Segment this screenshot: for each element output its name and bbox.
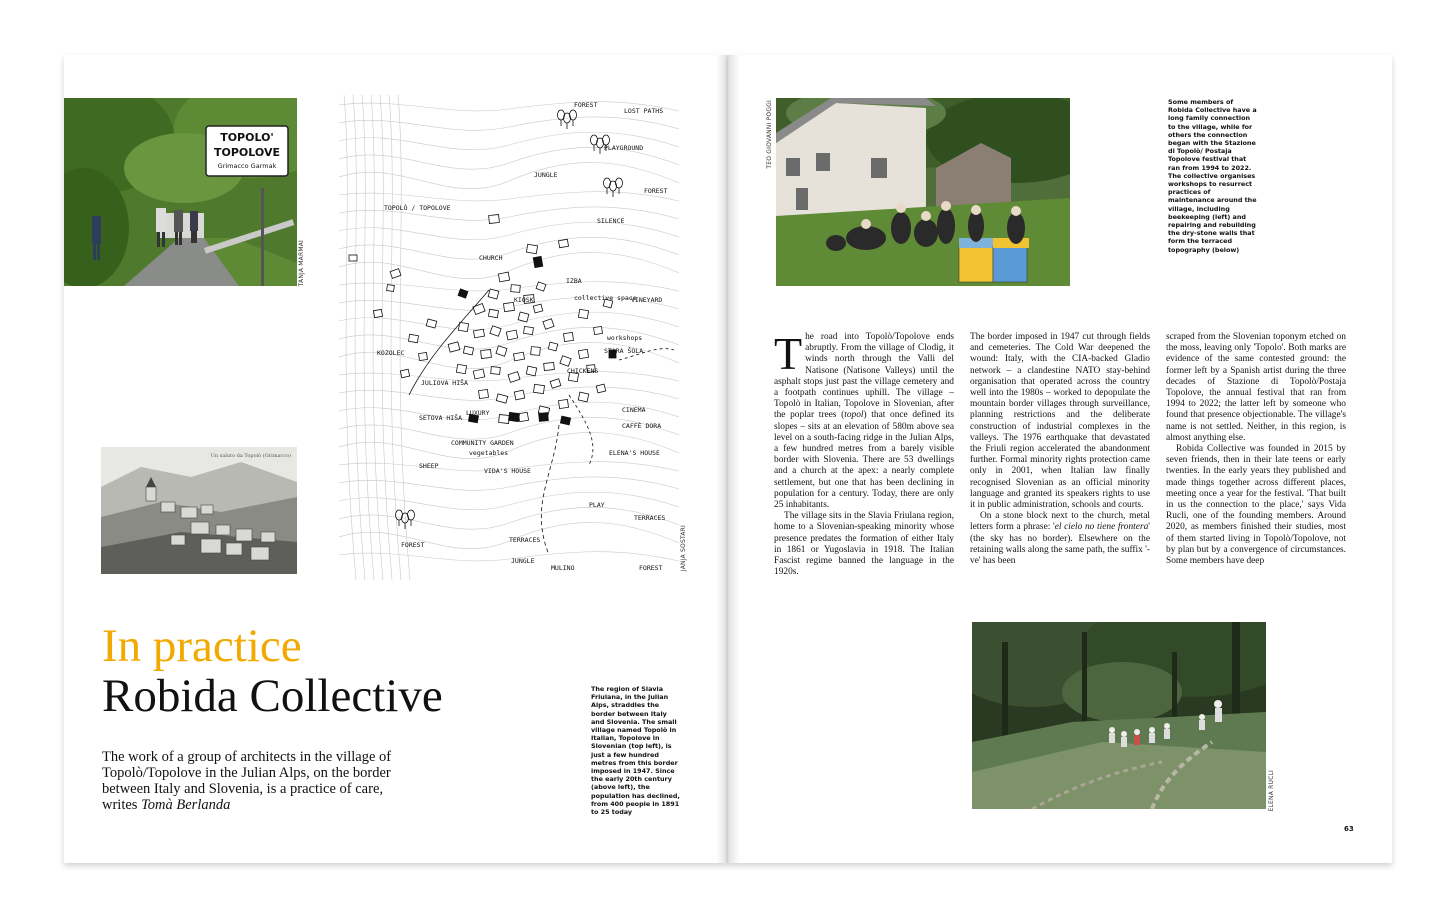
map-label-vineyard: VINEYARD [631,296,663,304]
spread-gutter [716,55,740,863]
sign-photo-credit: TANJA MARMAI [298,240,305,287]
body-col1-para1-end: ) that once defined its slopes – sits at an elevation of 580m above sea level on a south-facing ridge in the Julian Alps, a few hundred metres from a barely visible border with Slovenia. There are 53 dwellings and a church at the apex: a nearly complete settlement, but one that has been declining in population for a century. Today, there are only 25 inhabitants. [774,410,954,511]
map-label-forest4: FOREST [401,541,425,549]
body-col2-italic: el cielo no tiene frontera [1054,522,1149,533]
postcard-illustration [101,447,297,574]
body-col2-para1: The border imposed in 1947 cut through fields and cemeteries. The Cold War deepened the wound: Italy, with the CIA-backed Gladio network – a clandestine NATO stay-behind organisation that operated across the country well into the 1980s – worked to depopulate the mountain border villages through surveillance, planning restrictions and the deliberate construction of industrial complexes in the valleys. The 1976 earthquake that devastated the Friuli region accelerated the abandonment further. Formal minority rights protection came only in 2001, when Italian law finally recognised Slovenian as an official minority language and granted its speakers rights to use it in public administration, schools and courts. [970,332,1150,511]
map-label-forest2: FOREST [644,187,668,195]
village-map [339,95,679,580]
right-caption: Some members of Robida Collective have a long family connection to the village, while for others the connection began with the Stazione di Topolò/ Postaja Topolove festival that ran from 1994 to 2022. The collective organises workshops to resurrect practices of maintenance around the village, including beekeeping (left) and repairing and rebuilding the dry-stone walls that form the terraced topography (below) [1168,98,1257,254]
standfirst-text: The work of a group of architects in the village of Topolò/Topolove in the Julian Alps, on the border between Italy and Slovenia, is a practice of care, writes [102,749,392,813]
map-label-luxury: LUXURY [466,409,490,417]
map-label-kiosk: KIOSK [514,296,534,304]
map-label-kozolec: KOZOLEC [377,349,405,357]
sign-line3: Grimacco Garmak [217,162,277,170]
terraces-illustration [972,622,1266,809]
map-label-sheep: SHEEP [419,462,439,470]
map-label-collective-space: collective space [574,294,637,302]
section-kicker: In practice [102,620,302,672]
map-label-juliova-hisa: JULIOVA HIŠA [421,379,468,387]
left-caption: The region of Slavia Friulana, in the Julian Alps, straddles the border between Italy and Slovenia. The small village named Topolò in Italian, Topolove in Slovenian (top left), is just a few hundred metres from this border imposed in 1947. Since the early 20th century (above left), the population has declined, from 400 people in 1891 to 25 today [591,685,680,817]
map-credit: JANJA ŠOŠTARI [680,525,687,572]
body-col1-para2: The village sits in the Slavia Friulana region, home to a Slovenian-speaking minority whose presence predates the formation of either Italy in 1861 or Yugoslavia in 1918. The Italian Fascist regime banned the language in the 1920s. [774,511,954,578]
article-title: Robida Collective [102,670,443,722]
map-label-setova-hisa: SETOVA HIŠA [419,414,463,422]
map-label-elenas-house: ELENA'S HOUSE [609,449,660,457]
village-sign-illustration [64,98,297,286]
map-label-stara-sola: STARA ŠOLA [604,347,644,355]
beekeeping-photo [776,98,1070,286]
village-sign-photo [64,98,297,286]
sign-line2: TOPOLOVE [214,146,280,159]
map-label-forest3: FOREST [639,564,663,572]
map-label-silence: SILENCE [597,217,625,225]
sign-line1: TOPOLO' [220,131,274,144]
map-label-vegetables: vegetables [469,449,509,457]
map-label-church: CHURCH [479,254,503,262]
map-label-terraces1: TERRACES [634,514,666,522]
map-label-mulino: MULINO [551,564,575,572]
body-column-1 [774,328,954,578]
map-label-terraces2: TERRACES [509,536,541,544]
map-label-chickens: CHICKENS [567,367,599,375]
map-label-caffe-dora: CAFFÈ DORA [622,422,662,430]
map-label-lost-paths: LOST PATHS [624,107,664,115]
body-column-2 [970,332,1150,567]
map-label-jungle2: JUNGLE [511,557,535,565]
map-label-workshops: workshops [607,334,643,342]
magazine-spread [64,55,1392,863]
body-column-3 [1166,332,1346,567]
dropcap: T [774,328,803,379]
body-col3-para1: scraped from the Slovenian toponym etched on the moss, leaving only 'Topolo'. Both marks are evidence of the same contested ground: the former left by a Spanish artist during the three decades of Stazione di Topolò/Postaja Topolove, the annual festival that ran from 1994 to 2022; the latter left by someone who found that presence objectionable. The village's name is not settled. Neither, in this region, is almost anything else. [1166,332,1346,443]
map-label-izba: IZBA [566,277,582,285]
map-label-forest1: FOREST [574,101,598,109]
body-col1-para1 [774,328,954,511]
map-label-play: PLAY [589,501,605,509]
standfirst-author: Tomà Berlanda [141,797,231,813]
terraces-photo-credit: ELENA RUCLI [1268,770,1275,812]
right-page [728,55,1392,863]
terraces-photo [972,622,1266,809]
body-col2-para2-start: On a stone block next to the church, metal letters form a phrase: ' [970,511,1150,533]
body-col2-para2-end: ' (the sky has no border). Elsewhere on the retaining walls along the same path, the suffix '-ve' has been [970,522,1150,567]
map-drawing [339,95,679,580]
postcard-text: Un saluto da Topolò (Grimacco) [210,453,291,459]
map-label-playground: PLAYGROUND [604,144,644,152]
beekeeping-illustration [776,98,1070,286]
historic-postcard-photo [101,447,297,574]
standfirst [102,749,392,813]
map-label-vidas-house: VIDA'S HOUSE [484,467,531,475]
left-page [64,55,728,863]
map-label-community-garden: COMMUNITY GARDEN [451,439,514,447]
body-col1-para1-text: he road into Topolò/Topolove ends abruptly. From the village of Clodig, it winds north through the Valli del Natisone (Natisone Valleys) until the asphalt stops just past the village cemetery and a footpath continues uphill. The village – Topolò in Italian, Topolove in Slovenian, after the poplar trees ( [774,332,954,421]
body-col1-italic: topol [844,410,864,421]
page-number: 63 [1344,825,1354,833]
body-col3-para2: Robida Collective was founded in 2015 by seven friends, then in their late teens or early twenties. In the early years they published and made things together across different places, meeting once a year for the festival. 'That built in us the connection to the place,' says Vida Rucli, one of the founding members. Around 2020, as members finished their studies, most of them started living in Topolò/Topolove, not by plan but by a convergence of circumstances. Some members have deep [1166,444,1346,567]
body-col2-para2 [970,511,1150,567]
map-label-cinema: CINEMA [622,406,646,414]
beekeeping-photo-credit: TEO GIOVANNI POGGI [766,100,773,169]
map-label-jungle1: JUNGLE [534,171,558,179]
map-title: TOPOLÒ / TOPOLOVE [384,204,451,212]
